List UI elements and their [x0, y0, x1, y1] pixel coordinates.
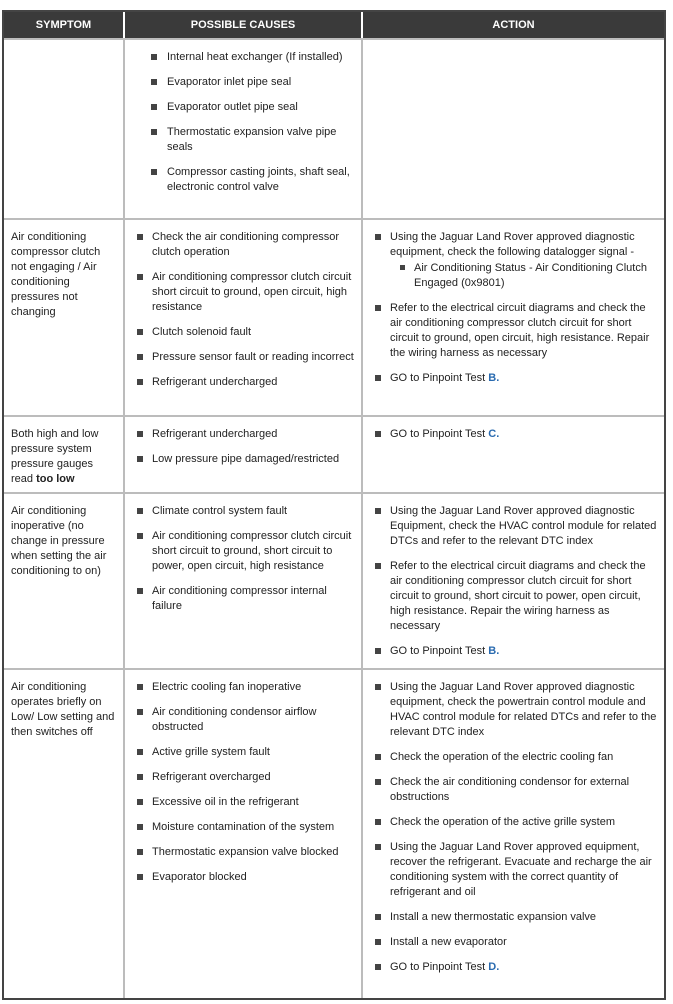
list-item [371, 644, 658, 659]
action-cell [363, 417, 664, 492]
list-item: Evaporator outlet pipe seal [133, 100, 355, 115]
action-cell [363, 494, 664, 668]
list-item [371, 427, 658, 442]
list-item [371, 960, 658, 975]
symptom-cell: Air conditioning inoperative (no change in pressure when setting the air conditioning to on) [4, 494, 125, 668]
pinpoint-test-link[interactable]: B. [488, 372, 500, 384]
list-item: Check the air conditioning condensor for external obstructions [371, 775, 658, 805]
list-item: Low pressure pipe damaged/restricted [133, 452, 355, 467]
header-symptom: SYMPTOM [4, 12, 125, 38]
header-causes: POSSIBLE CAUSES [125, 12, 363, 38]
list-item: Air conditioning condensor airflow obstructed [133, 705, 355, 735]
list-item: Clutch solenoid fault [133, 325, 355, 340]
list-item: Thermostatic expansion valve pipe seals [133, 125, 355, 155]
pinpoint-test-link[interactable]: C. [488, 428, 500, 440]
list-item: Refrigerant undercharged [133, 375, 355, 390]
list-item: Moisture contamination of the system [133, 820, 355, 835]
list-item: Install a new thermostatic expansion valve [371, 910, 658, 925]
causes-cell [125, 494, 363, 668]
list-item: Refrigerant overcharged [133, 770, 355, 785]
list-item: Air conditioning compressor clutch circuit short circuit to ground, short circuit to power, open circuit, high resistance [133, 529, 355, 574]
sub-list-item: Air Conditioning Status - Air Conditioning Clutch Engaged (0x9801) [390, 261, 658, 291]
list-item: Excessive oil in the refrigerant [133, 795, 355, 810]
table-header [4, 12, 664, 38]
causes-cell [125, 670, 363, 998]
action-text: GO to Pinpoint Test [390, 372, 489, 384]
list-item: Electric cooling fan inoperative [133, 680, 355, 695]
table-row [4, 668, 664, 998]
action-cell [363, 670, 664, 998]
action-cell [363, 220, 664, 415]
list-item: Air conditioning compressor clutch circuit short circuit to ground, open circuit, high resistance [133, 270, 355, 315]
list-item: Check the operation of the electric cooling fan [371, 750, 658, 765]
list-item: Evaporator inlet pipe seal [133, 75, 355, 90]
list-item: Compressor casting joints, shaft seal, electronic control valve [133, 165, 355, 195]
table-row [4, 218, 664, 415]
symptom-emphasis: too low [36, 473, 75, 485]
list-item: Thermostatic expansion valve blocked [133, 845, 355, 860]
action-text: GO to Pinpoint Test [390, 961, 489, 973]
header-action: ACTION [492, 19, 535, 31]
list-item: Using the Jaguar Land Rover approved diagnostic equipment, check the powertrain control module and HVAC control module for related DTCs and refer to the relevant DTC index [371, 680, 658, 740]
action-text: GO to Pinpoint Test [390, 645, 489, 657]
list-item: Install a new evaporator [371, 935, 658, 950]
list-item: Refer to the electrical circuit diagrams and check the air conditioning compressor clutch circuit for short circuit to ground, short circuit to power, open circuit, high resistance. Repair the wiring harness as necessary [371, 559, 658, 634]
symptom-text: Both high and low pressure system pressure gauges read [11, 428, 99, 485]
table-row [4, 492, 664, 668]
list-item: Pressure sensor fault or reading incorrect [133, 350, 355, 365]
symptom-cell [4, 40, 125, 218]
list-item: Check the operation of the active grille system [371, 815, 658, 830]
list-item [371, 230, 658, 291]
action-text: GO to Pinpoint Test [390, 428, 489, 440]
diagnostic-table [2, 10, 666, 1000]
causes-cell [125, 417, 363, 492]
list-item: Internal heat exchanger (If installed) [133, 50, 355, 65]
pinpoint-test-link[interactable]: B. [488, 645, 500, 657]
list-item: Climate control system fault [133, 504, 355, 519]
list-item: Air conditioning compressor internal failure [133, 584, 355, 614]
table-row [4, 38, 664, 218]
table-row [4, 415, 664, 492]
list-item: Using the Jaguar Land Rover approved diagnostic Equipment, check the HVAC control module for related DTCs and refer to the relevant DTC index [371, 504, 658, 549]
list-item: Using the Jaguar Land Rover approved equipment, recover the refrigerant. Evacuate and recharge the air conditioning system with the correct quantity of refrigerant and oil [371, 840, 658, 900]
action-cell [363, 40, 664, 218]
list-item [371, 371, 658, 386]
symptom-cell: Air conditioning compressor clutch not engaging / Air conditioning pressures not changing [4, 220, 125, 415]
causes-cell [125, 220, 363, 415]
list-item: Active grille system fault [133, 745, 355, 760]
symptom-cell: Air conditioning operates briefly on Low/ Low setting and then switches off [4, 670, 125, 998]
symptom-cell [4, 417, 125, 492]
list-item: Refer to the electrical circuit diagrams and check the air conditioning compressor clutch circuit for short circuit to ground, open circuit, high resistance. Repair the wiring harness as necessary [371, 301, 658, 361]
list-item: Check the air conditioning compressor clutch operation [133, 230, 355, 260]
list-item: Evaporator blocked [133, 870, 355, 885]
list-item: Refrigerant undercharged [133, 427, 355, 442]
action-text: Using the Jaguar Land Rover approved diagnostic equipment, check the following datalogger signal - [390, 231, 635, 258]
pinpoint-test-link[interactable]: D. [488, 961, 500, 973]
causes-cell [125, 40, 363, 218]
